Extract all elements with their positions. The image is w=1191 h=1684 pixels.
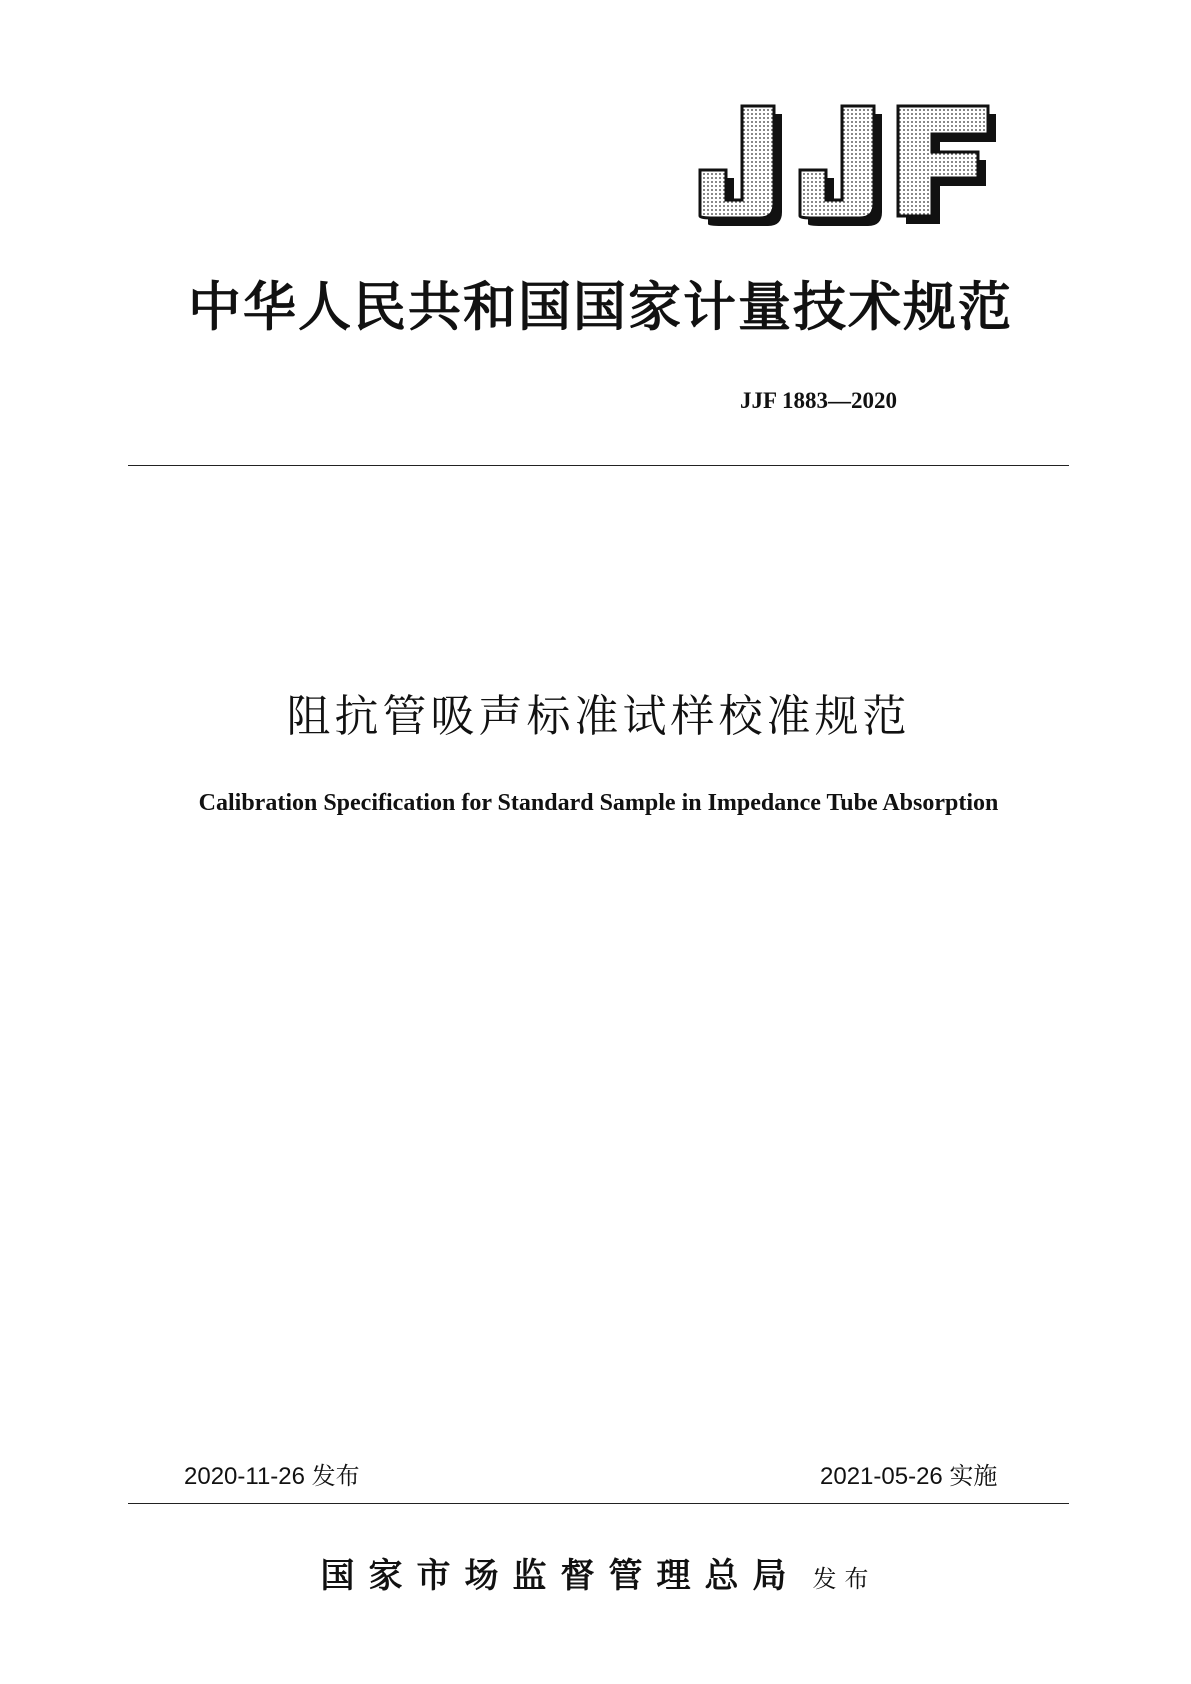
- publisher-line: [128, 1548, 1069, 1597]
- jjf-logo: [690, 100, 1000, 226]
- issue-date: 2020-11-26 发布: [184, 1463, 360, 1490]
- publisher-suffix: 发布: [812, 1565, 877, 1593]
- document-title-chinese: 阻抗管吸声标准试样校准规范: [286, 691, 911, 742]
- effective-date: 2021-05-26 实施: [820, 1463, 998, 1490]
- standard-number: JJF 1883—2020: [740, 388, 897, 413]
- document-category-title: 中华人民共和国国家计量技术规范: [188, 276, 1013, 338]
- bottom-divider: [128, 1503, 1069, 1504]
- publisher-name: 国家市场监督管理总局: [320, 1556, 801, 1596]
- document-title-english: Calibration Specification for Standard Sample in Impedance Tube Absorption: [198, 790, 999, 816]
- top-divider: [128, 465, 1069, 466]
